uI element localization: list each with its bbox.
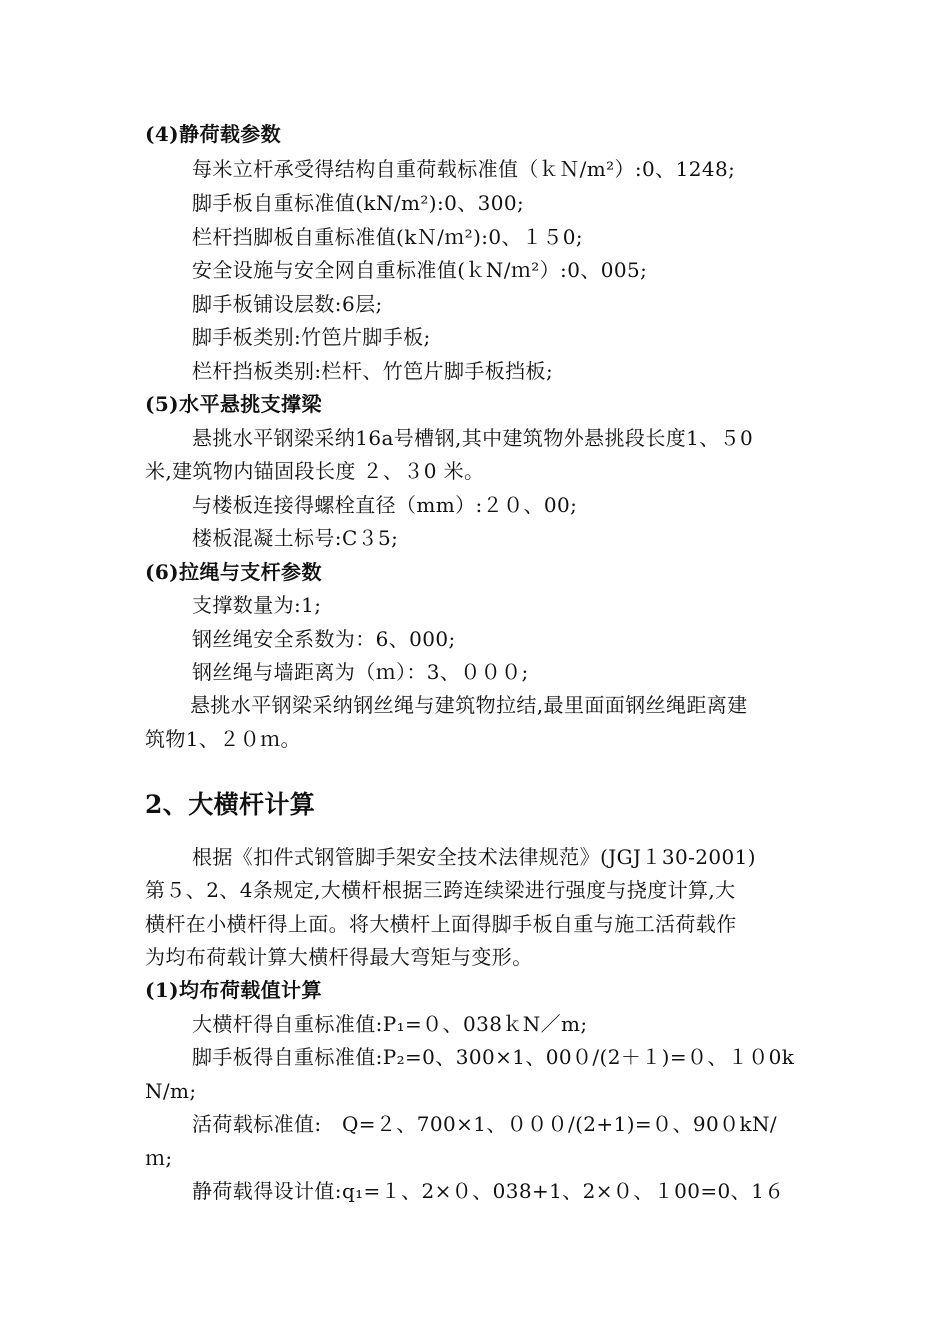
paragraph-line: 横杆在小横杆得上面。将大横杆上面得脚手板自重与施工活荷载作 [145,912,737,936]
param-line: 脚手板自重标准值(kN/m²):0、300; [192,191,525,215]
paragraph-line: 为均布荷载计算大横杆得最大弯矩与变形。 [145,945,533,969]
param-line: 钢丝绳安全系数为：6、000; [192,627,456,651]
param-line: 栏杆挡板类别:栏杆、竹笆片脚手板挡板; [192,359,554,383]
param-line: 楼板混凝土标号:C３5; [192,526,399,550]
calc-line: ｍ; [145,1146,173,1170]
param-line: 栏杆挡脚板自重标准值(kＮ/ｍ²):0、１５0; [192,225,584,249]
param-line: 脚手板铺设层数:6层; [192,292,383,316]
calc-line: 大横杆得自重标准值:P₁=０、038ｋN／m; [192,1012,588,1036]
param-line: 安全设施与安全网自重标准值(ｋN/ｍ²）:0、005; [192,258,648,282]
paragraph-line: 悬挑水平钢梁采纳钢丝绳与建筑物拉结,最里面面钢丝绳距离建 [190,693,748,717]
param-line: 每米立杆承受得结构自重荷载标准值（ｋＮ/m²）:0、1248; [192,157,736,181]
param-line: 支撑数量为:1; [192,593,322,617]
paragraph-line: 筑物1、２０ｍ。 [145,727,301,751]
param-line: 与楼板连接得螺栓直径（mm）:２０、00; [192,493,578,517]
paragraph-line: 根据《扣件式钢管脚手架安全技术法律规范》(JGJ１30-2001) [192,845,756,869]
sub-heading-uniform-load: (1)均布荷载值计算 [145,978,322,1002]
section-heading-cantilever-beam: (5)水平悬挑支撑梁 [145,392,322,416]
paragraph-line: 第５、2、4条规定,大横杆根据三跨连续梁进行强度与挠度计算,大 [145,878,736,902]
section-heading-static-load: (4)静荷载参数 [145,122,282,146]
section-heading-rope-strut: (6)拉绳与支杆参数 [145,560,322,584]
paragraph-line: 悬挑水平钢梁采纳16a号槽钢,其中建筑物外悬挑段长度1、５0 [192,426,754,450]
calc-line: 活荷载标准值: Q=２、700×1、０００/(2+1)=０、90０kN/ [192,1112,778,1136]
calc-line: 静荷载得设计值:q₁=１、2×０、038+1、2×０、１00=0、1６ [192,1179,785,1203]
calc-line: N/m; [145,1079,197,1103]
paragraph-line: 米,建筑物内锚固段长度 ２、３0 米。 [145,459,485,483]
param-line: 脚手板类别:竹笆片脚手板; [192,325,431,349]
calc-line: 脚手板得自重标准值:P₂=0、300×1、00０/(2＋１)=０、１０0k [192,1045,795,1069]
param-line: 钢丝绳与墙距离为（ｍ）：3、０００; [192,660,529,684]
section-title: 2、大横杆计算 [145,790,316,819]
